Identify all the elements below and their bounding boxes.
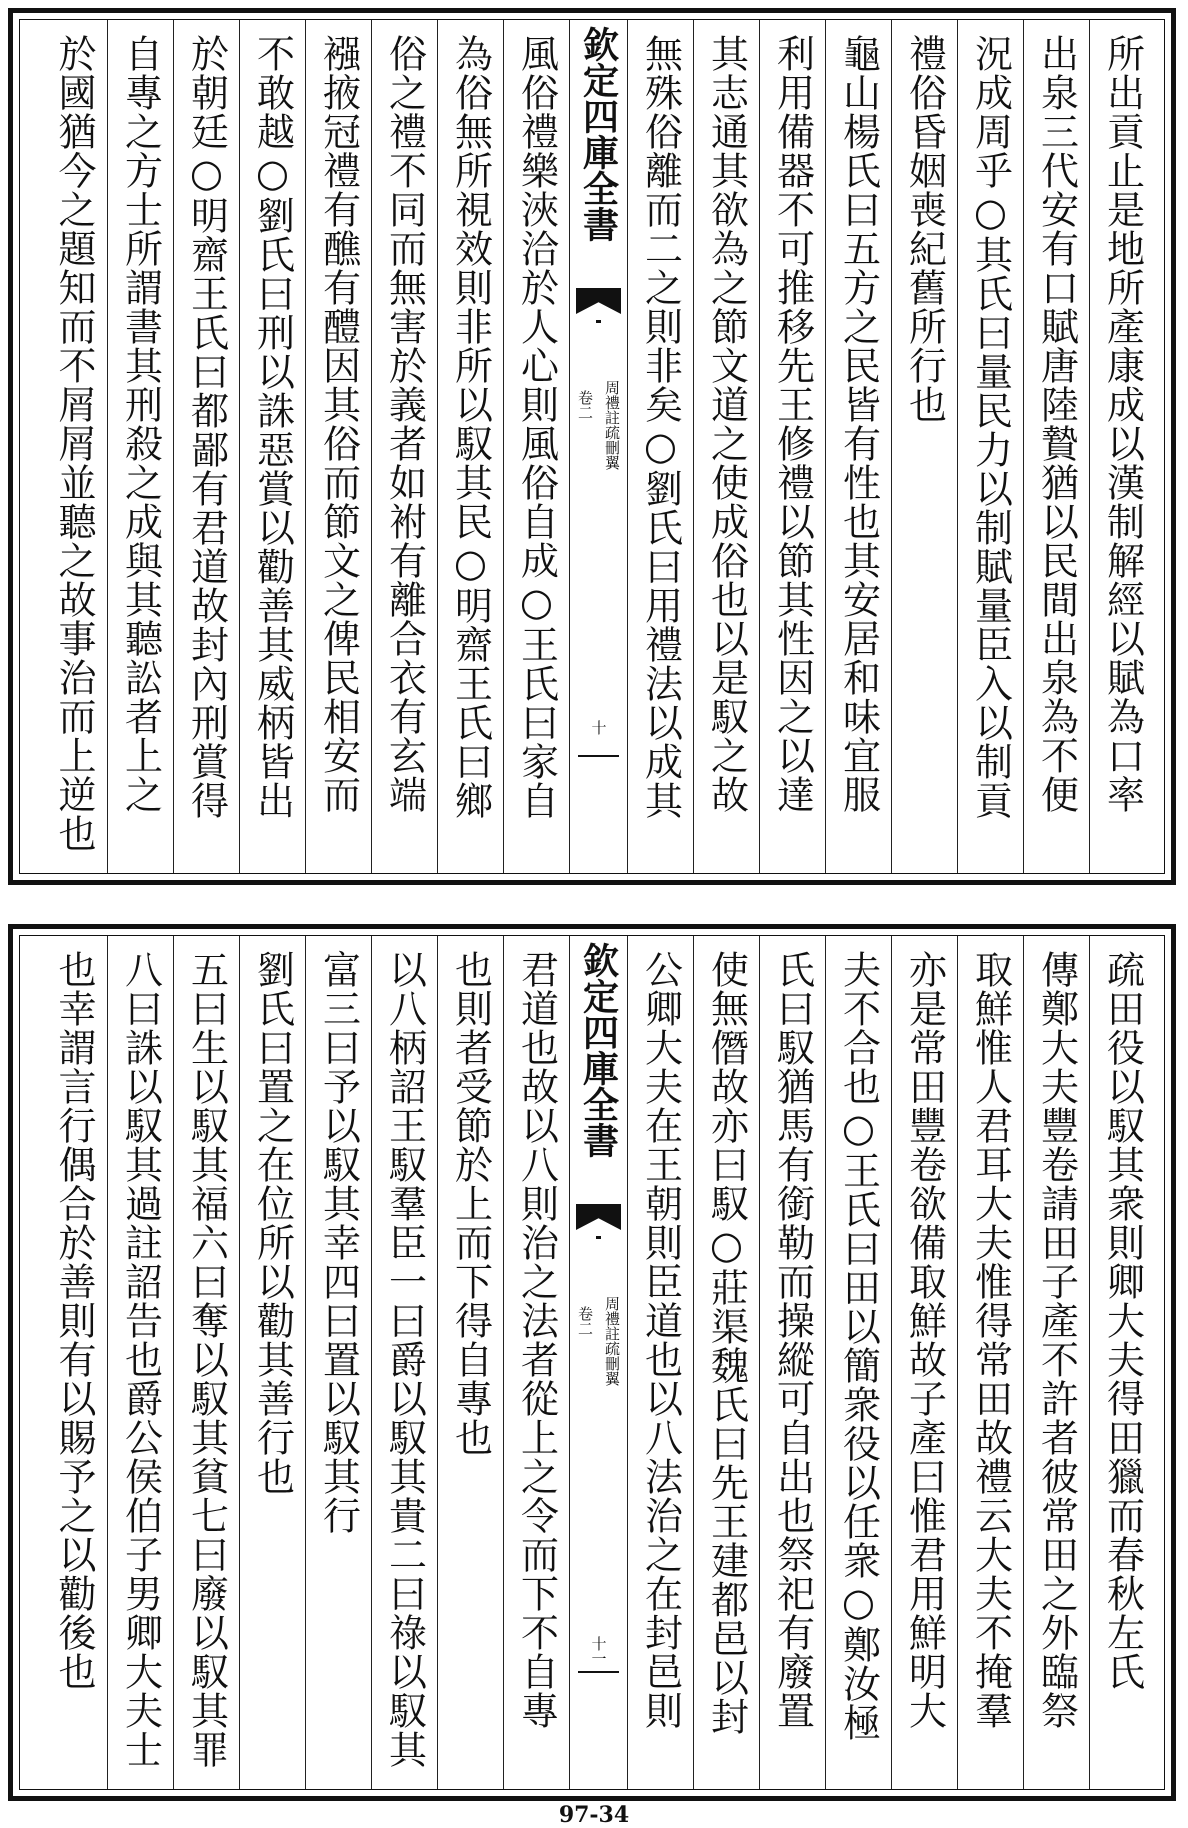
book-title: 周禮註疏刪翼 [603, 380, 621, 470]
leaf-number: 十 [589, 720, 608, 735]
text-column [1089, 936, 1155, 1789]
volume-label: 卷二 [576, 390, 594, 420]
center-bar [578, 755, 619, 757]
text-column [891, 936, 957, 1789]
column-text: 富三曰予以馭其幸四曰置以馭其行 [316, 950, 361, 1535]
text-column [371, 936, 437, 1789]
column-text: 五曰生以馭其福六曰奪以馭其貧七曰廢以馭其罪 [184, 950, 229, 1769]
column-text: 龜山楊氏曰五方之民皆有性也其安居和味宜服 [836, 34, 881, 814]
book-title: 周禮註疏刪翼 [603, 1296, 621, 1386]
text-column [107, 936, 173, 1789]
fish-tail-line [596, 320, 601, 323]
column-text: 也幸謂言行偶合於善則有以賜予之以勸後也 [52, 950, 96, 1691]
center-bar [578, 1671, 619, 1673]
text-column [173, 20, 239, 873]
text-column [693, 936, 759, 1789]
column-text: 傳鄭大夫豐卷請田子產不許者彼常田之外臨祭 [1034, 950, 1079, 1730]
text-column [437, 20, 503, 873]
text-column [1023, 936, 1089, 1789]
text-column [759, 936, 825, 1789]
leaf-number: 十一 [589, 1636, 608, 1666]
page-panel-bottom [8, 924, 1176, 1801]
column-text: 君道也故以八則治之法者從上之令而下不自專 [514, 950, 559, 1730]
column-text: 取鮮惟人君耳大夫惟得常田故禮云大夫不掩羣 [968, 950, 1013, 1730]
column-text: 其志通其欲為之節文道之使成俗也以是馭之故 [704, 34, 749, 814]
center-fold [569, 20, 627, 873]
text-column [173, 936, 239, 1789]
column-text: 風俗禮樂浹洽於人心則風俗自成○王氏曰家自 [514, 34, 559, 820]
column-text: 夫不合也○王氏曰田以簡衆役以任衆○鄭汝極 [836, 950, 881, 1742]
column-text: 氏曰馭猶馬有銜勒而操縱可自出也祭祀有廢置 [770, 950, 815, 1730]
text-column [693, 20, 759, 873]
column-text: 劉氏曰置之在位所以勸其善行也 [250, 950, 295, 1496]
column-text: 所出貢止是地所產康成以漢制解經以賦為口率 [1100, 34, 1145, 814]
text-column [957, 20, 1023, 873]
column-text: 況成周乎○其氏曰量民力以制賦量臣入以制貢 [968, 34, 1013, 820]
column-text: 使無僭故亦曰馭○莊渠魏氏曰先王建都邑以封 [704, 950, 749, 1736]
text-column [825, 20, 891, 873]
text-frame [19, 19, 1165, 874]
text-column [437, 936, 503, 1789]
column-text: 禮俗昏姻喪紀舊所行也 [902, 34, 947, 424]
text-column [305, 936, 371, 1789]
column-text: 不敢越○劉氏曰刑以誅惡賞以勸善其威柄皆出 [250, 34, 295, 820]
book-series-title: 欽定四庫全書 [577, 942, 620, 1158]
text-column [627, 20, 693, 873]
text-column [41, 936, 107, 1789]
text-column [503, 20, 569, 873]
column-text: 八曰誅以馭其過註詔告也爵公侯伯子男卿大夫士 [118, 950, 163, 1769]
column-text: 無殊俗離而二之則非矣○劉氏曰用禮法以成其 [638, 34, 683, 820]
column-text: 也則者受節於上而下得自專也 [448, 950, 493, 1457]
fish-tail-line [596, 1236, 601, 1239]
column-text: 疏田役以馭其衆則卿大夫得田獵而春秋左氏 [1100, 950, 1145, 1691]
text-column [759, 20, 825, 873]
column-text: 為俗無所視效則非所以馭其民○明齋王氏曰鄉 [448, 34, 493, 820]
column-text: 利用備器不可推移先王修禮以節其性因之以達 [770, 34, 815, 814]
text-column [1023, 20, 1089, 873]
column-text: 亦是常田豐卷欲備取鮮故子產曰惟君用鮮明大 [902, 950, 947, 1730]
column-text: 自專之方士所謂書其刑殺之成與其聽訟者上之 [118, 34, 163, 814]
page-panel-top [8, 8, 1176, 885]
text-column [239, 936, 305, 1789]
column-text: 出泉三代安有口賦唐陸贄猶以民間出泉為不便 [1034, 34, 1079, 814]
text-column [825, 936, 891, 1789]
text-column [503, 936, 569, 1789]
text-column [891, 20, 957, 873]
text-column [305, 20, 371, 873]
text-column [371, 20, 437, 873]
column-text: 公卿大夫在王朝則臣道也以八法治之在封邑則 [638, 950, 683, 1730]
text-column [957, 936, 1023, 1789]
book-series-title: 欽定四庫全書 [577, 26, 620, 242]
center-fold [569, 936, 627, 1789]
volume-label: 卷二 [576, 1306, 594, 1336]
page-number: 97-34 [558, 1802, 630, 1828]
column-text: 於朝廷○明齋王氏曰都鄙有君道故封內刑賞得 [184, 34, 229, 820]
fish-tail-mark [576, 288, 621, 314]
column-text: 於國猶今之題知而不屑屑並聽之故事治而上逆也 [52, 34, 96, 853]
text-column [41, 20, 107, 873]
text-column [239, 20, 305, 873]
text-column [1089, 20, 1155, 873]
column-text: 襁掖冠禮有醮有醴因其俗而節文之俾民相安而 [316, 34, 361, 814]
column-text: 俗之禮不同而無害於義者如袝有離合衣有玄端 [382, 34, 427, 814]
column-text: 以八柄詔王馭羣臣一曰爵以馭其貴二曰祿以馭其 [382, 950, 427, 1769]
text-column [107, 20, 173, 873]
fish-tail-mark [576, 1204, 621, 1230]
text-frame [19, 935, 1165, 1790]
text-column [627, 936, 693, 1789]
